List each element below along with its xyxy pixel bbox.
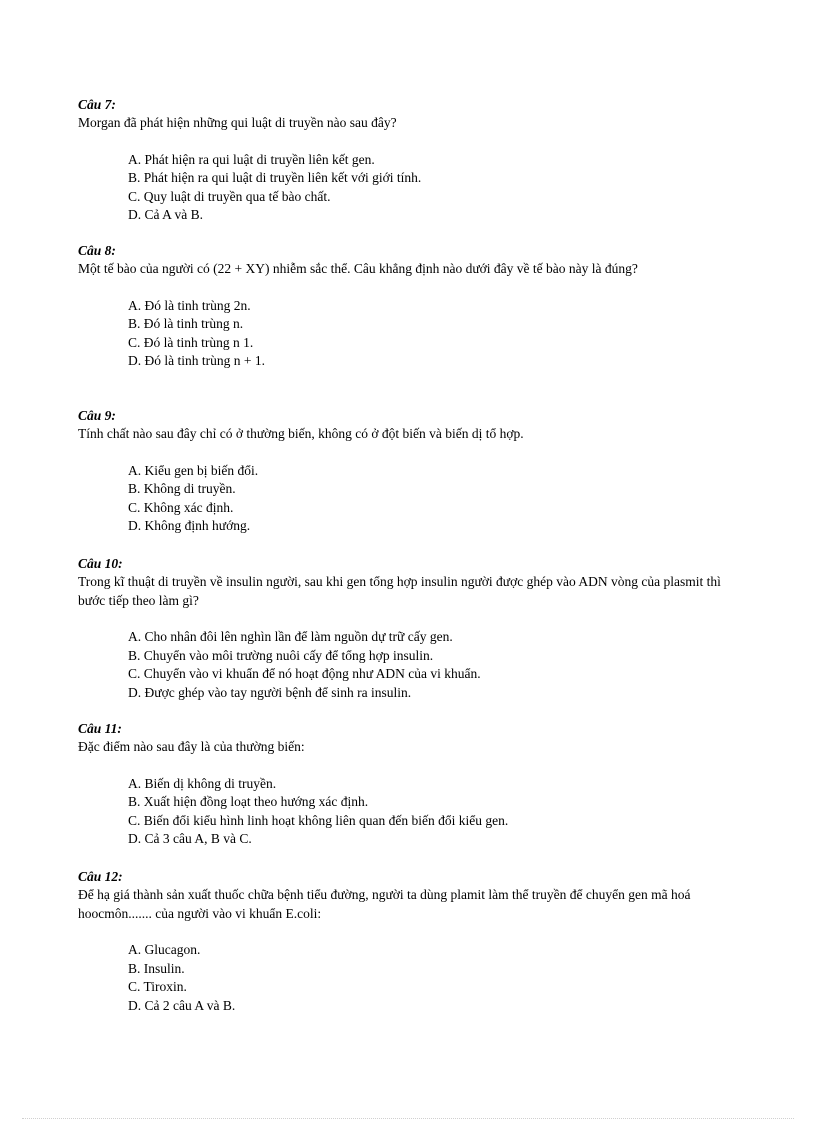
option-a: A. Glucagon. bbox=[128, 942, 201, 957]
option-a: A. Phát hiện ra qui luật di truyền liên kết gen. bbox=[128, 151, 375, 167]
question-9 bbox=[78, 407, 748, 536]
question-text: Để hạ giá thành sản xuất thuốc chữa bệnh tiểu đường, người ta dùng plamit làm thể truyền để chuyển gen mã hoá hoocmôn....... của người vào vi khuẩn E.coli: bbox=[78, 887, 691, 921]
answer-options bbox=[78, 151, 748, 225]
option-c: C. Chuyển vào vi khuẩn để nó hoạt động như ADN của vi khuẩn. bbox=[128, 666, 481, 681]
question-11 bbox=[78, 720, 748, 849]
option-b: B. Phát hiện ra qui luật di truyền liên kết với giới tính. bbox=[128, 170, 422, 185]
option-d: D. Được ghép vào tay người bệnh để sinh ra insulin. bbox=[128, 684, 412, 700]
question-text: Một tế bào của người có (22 + XY) nhiễm sắc thể. Câu khẳng định nào dưới đây về tế bào này là đúng? bbox=[78, 261, 638, 276]
answer-options bbox=[78, 462, 748, 536]
option-d: D. Đó là tinh trùng n + 1. bbox=[128, 353, 265, 368]
question-10 bbox=[78, 555, 748, 702]
question-title: Câu 11: bbox=[78, 721, 122, 736]
option-b: B. Không di truyền. bbox=[128, 481, 236, 496]
question-title: Câu 7: bbox=[78, 97, 116, 112]
answer-options bbox=[78, 941, 748, 1015]
question-text: Trong kĩ thuật di truyền về insulin người, sau khi gen tổng hợp insulin người được ghép vào ADN vòng của plasmit thì bước tiếp theo làm gì? bbox=[78, 574, 721, 608]
page-bottom-divider bbox=[22, 1118, 794, 1119]
answer-options bbox=[78, 628, 748, 702]
option-c: C. Biến đổi kiểu hình linh hoạt không liên quan đến biến đổi kiểu gen. bbox=[128, 812, 509, 828]
question-text: Đặc điểm nào sau đây là của thường biến: bbox=[78, 739, 305, 754]
option-d: D. Cả A và B. bbox=[128, 207, 204, 222]
option-b: B. Chuyển vào môi trường nuôi cấy để tổng hợp insulin. bbox=[128, 647, 434, 663]
question-title: Câu 10: bbox=[78, 556, 123, 571]
option-d: D. Cả 3 câu A, B và C. bbox=[128, 831, 252, 846]
option-b: B. Xuất hiện đồng loạt theo hướng xác định. bbox=[128, 794, 369, 809]
option-a: A. Kiểu gen bị biến đổi. bbox=[128, 462, 259, 478]
option-b: B. Đó là tinh trùng n. bbox=[128, 316, 244, 331]
option-a: A. Biến dị không di truyền. bbox=[128, 775, 277, 791]
option-b: B. Insulin. bbox=[128, 960, 185, 976]
option-a: A. Cho nhân đôi lên nghìn lần để làm nguồn dự trữ cấy gen. bbox=[128, 629, 453, 644]
option-c: C. Đó là tinh trùng n 1. bbox=[128, 334, 254, 350]
question-title: Câu 9: bbox=[78, 408, 116, 423]
answer-options bbox=[78, 775, 748, 849]
option-c: C. Không xác định. bbox=[128, 499, 234, 515]
question-12 bbox=[78, 868, 748, 1015]
question-7 bbox=[78, 96, 748, 225]
option-d: D. Không định hướng. bbox=[128, 518, 251, 533]
option-d: D. Cả 2 câu A và B. bbox=[128, 997, 236, 1013]
question-8 bbox=[78, 242, 748, 371]
answer-options bbox=[78, 297, 748, 371]
question-title: Câu 12: bbox=[78, 869, 123, 884]
option-c: C. Quy luật di truyền qua tế bào chất. bbox=[128, 188, 331, 204]
option-c: C. Tiroxin. bbox=[128, 979, 187, 994]
option-a: A. Đó là tinh trùng 2n. bbox=[128, 297, 251, 313]
question-title: Câu 8: bbox=[78, 243, 116, 258]
question-text: Tính chất nào sau đây chỉ có ở thường biến, không có ở đột biến và biến dị tổ hợp. bbox=[78, 426, 524, 441]
question-text: Morgan đã phát hiện những qui luật di truyền nào sau đây? bbox=[78, 115, 397, 130]
